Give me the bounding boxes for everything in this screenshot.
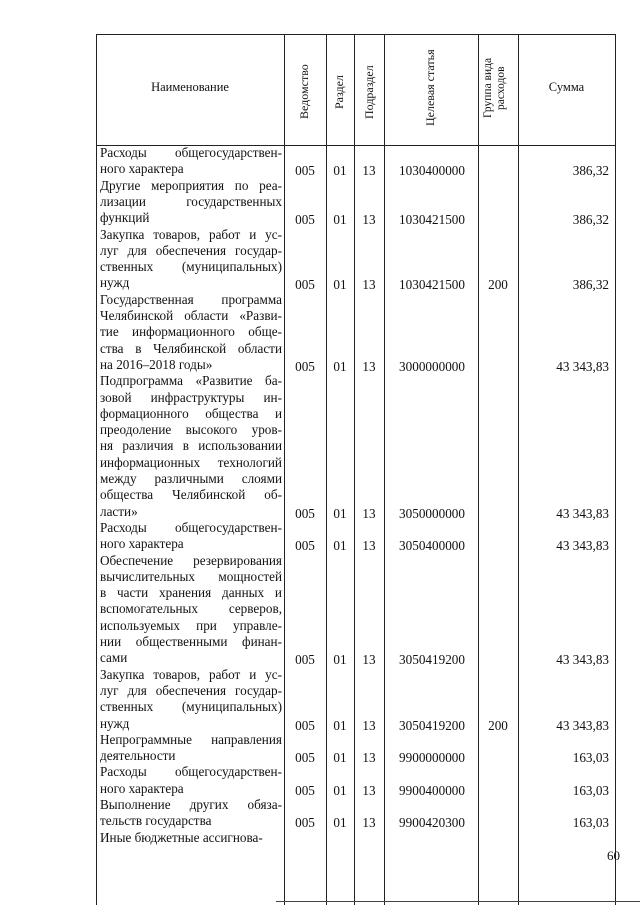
row-name-line: зовой инфраструктуры ин- xyxy=(100,389,282,405)
row-cell-cel: 1030421500 xyxy=(399,212,465,228)
row-name-line: деятельности xyxy=(100,748,176,764)
row-cell-raz: 01 xyxy=(333,505,347,521)
row-name-line: формационного общества и xyxy=(100,405,282,421)
row-cell-grp: 200 xyxy=(488,717,508,733)
row-cell-raz: 01 xyxy=(333,212,347,228)
row-cell-pod: 13 xyxy=(362,782,376,798)
row-name-line: используемых при управле- xyxy=(100,617,282,633)
row-cell-pod: 13 xyxy=(362,538,376,554)
row-name-line: Непрограммные направления xyxy=(100,731,282,747)
row-cell-pod: 13 xyxy=(362,652,376,668)
row-cell-raz: 01 xyxy=(333,782,347,798)
row-cell-cel: 3050419200 xyxy=(399,652,465,668)
row-cell-sum: 163,03 xyxy=(572,750,609,766)
row-cell-ved: 005 xyxy=(295,277,315,293)
row-cell-ved: 005 xyxy=(295,358,315,374)
row-cell-pod: 13 xyxy=(362,277,376,293)
row-cell-raz: 01 xyxy=(333,358,347,374)
row-name-line: луг для обеспечения государ- xyxy=(100,242,282,258)
row-name-line: ного характера xyxy=(100,161,184,177)
footer-rule xyxy=(276,901,640,902)
row-name-line: Другие мероприятия по реа- xyxy=(100,177,282,193)
row-cell-raz: 01 xyxy=(333,750,347,766)
row-cell-sum: 163,03 xyxy=(572,815,609,831)
row-name-line: ственных (муниципальных) xyxy=(100,259,282,275)
row-cell-sum: 43 343,83 xyxy=(556,358,609,374)
row-cell-cel: 9900000000 xyxy=(399,750,465,766)
row-name-line: Расходы общегосударствен- xyxy=(100,764,282,780)
page-number: 60 xyxy=(607,848,620,863)
row-name-line: в части хранения данных и xyxy=(100,585,282,601)
row-name-line: Иные бюджетные ассигнова- xyxy=(100,829,263,845)
row-cell-sum: 43 343,83 xyxy=(556,505,609,521)
row-cell-pod: 13 xyxy=(362,815,376,831)
row-cell-ved: 005 xyxy=(295,815,315,831)
row-name-line: ства в Челябинской области xyxy=(100,340,282,356)
row-name-line: ного характера xyxy=(100,536,184,552)
header-celevaya: Целевая статья xyxy=(423,49,437,127)
row-name-line: Обеспечение резервирования xyxy=(100,552,282,568)
row-cell-pod: 13 xyxy=(362,212,376,228)
row-cell-raz: 01 xyxy=(333,652,347,668)
row-cell-raz: 01 xyxy=(333,538,347,554)
row-cell-sum: 43 343,83 xyxy=(556,652,609,668)
row-name-line: нужд xyxy=(100,275,130,291)
row-name-line: Челябинской области «Разви- xyxy=(100,308,282,323)
row-name-line: нии общественными финан- xyxy=(100,634,282,649)
row-cell-cel: 3000000000 xyxy=(399,358,465,374)
row-cell-pod: 13 xyxy=(362,163,376,179)
row-name-line: тельств государства xyxy=(100,813,212,829)
row-name-line: ня различия в использовании xyxy=(100,438,282,454)
row-name-line: общества Челябинской об- xyxy=(100,487,282,503)
row-cell-ved: 005 xyxy=(295,750,315,766)
row-cell-cel: 9900420300 xyxy=(399,815,465,831)
row-name-line: Государственная программа xyxy=(100,291,282,307)
row-cell-sum: 43 343,83 xyxy=(556,538,609,554)
row-name-line: на 2016–2018 годы» xyxy=(100,356,213,372)
table-right-border xyxy=(615,34,616,905)
row-cell-raz: 01 xyxy=(333,717,347,733)
row-cell-cel: 1030400000 xyxy=(399,163,465,179)
row-cell-grp: 200 xyxy=(488,277,508,293)
row-name-line: Закупка товаров, работ и ус- xyxy=(100,666,282,682)
table-left-border xyxy=(96,34,97,905)
row-cell-ved: 005 xyxy=(295,538,315,554)
row-cell-ved: 005 xyxy=(295,782,315,798)
row-cell-ved: 005 xyxy=(295,652,315,668)
row-name-line: информационных технологий xyxy=(100,454,282,470)
header-razdel: Раздел xyxy=(332,75,346,109)
row-cell-pod: 13 xyxy=(362,505,376,521)
row-name-line: ласти» xyxy=(100,503,138,519)
row-cell-ved: 005 xyxy=(295,717,315,733)
row-name-line: Расходы общегосударствен- xyxy=(100,519,282,535)
row-name-line: Подпрограмма «Развитие ба- xyxy=(100,373,282,389)
row-cell-cel: 3050419200 xyxy=(399,717,465,733)
row-cell-pod: 13 xyxy=(362,750,376,766)
row-cell-cel: 3050000000 xyxy=(399,505,465,521)
row-name-line: функций xyxy=(100,210,150,226)
row-cell-sum: 43 343,83 xyxy=(556,717,609,733)
row-cell-ved: 005 xyxy=(295,163,315,179)
row-cell-pod: 13 xyxy=(362,717,376,733)
row-name-line: вычислительных мощностей xyxy=(100,568,282,584)
table-top-border xyxy=(96,34,616,35)
row-name-line: Закупка товаров, работ и ус- xyxy=(100,226,282,242)
row-cell-pod: 13 xyxy=(362,358,376,374)
row-cell-cel: 9900400000 xyxy=(399,782,465,798)
row-cell-sum: 163,03 xyxy=(572,782,609,798)
row-name-line: Расходы общегосударствен- xyxy=(100,145,282,160)
row-cell-cel: 3050400000 xyxy=(399,538,465,554)
row-cell-raz: 01 xyxy=(333,163,347,179)
row-name-line: вспомогательных серверов, xyxy=(100,601,282,617)
header-podrazdel: Подраздел xyxy=(362,65,376,119)
row-cell-cel: 1030421500 xyxy=(399,277,465,293)
row-name-line: ного характера xyxy=(100,780,184,796)
header-name: Наименование xyxy=(151,80,229,94)
row-name-line: тие информационного обще- xyxy=(100,324,282,340)
row-name-line: луг для обеспечения государ- xyxy=(100,682,282,698)
row-name-line: лизации государственных xyxy=(100,193,282,209)
row-name-line: сами xyxy=(100,650,128,666)
row-name-line: между различными слоями xyxy=(100,471,282,486)
row-cell-ved: 005 xyxy=(295,505,315,521)
row-cell-sum: 386,32 xyxy=(572,277,609,293)
header-vedomstvo: Ведомство xyxy=(297,64,311,120)
row-cell-sum: 386,32 xyxy=(572,163,609,179)
header-summa: Сумма xyxy=(548,80,585,94)
header-gruppa: Группа вида расходов xyxy=(482,57,507,119)
row-cell-ved: 005 xyxy=(295,212,315,228)
row-cell-raz: 01 xyxy=(333,277,347,293)
row-name-line: ственных (муниципальных) xyxy=(100,699,282,715)
row-name-line: Выполнение других обяза- xyxy=(100,797,282,812)
row-name-line: преодоление высокого уров- xyxy=(100,422,282,438)
row-cell-sum: 386,32 xyxy=(572,212,609,228)
row-name-line: нужд xyxy=(100,715,130,731)
row-cell-raz: 01 xyxy=(333,815,347,831)
